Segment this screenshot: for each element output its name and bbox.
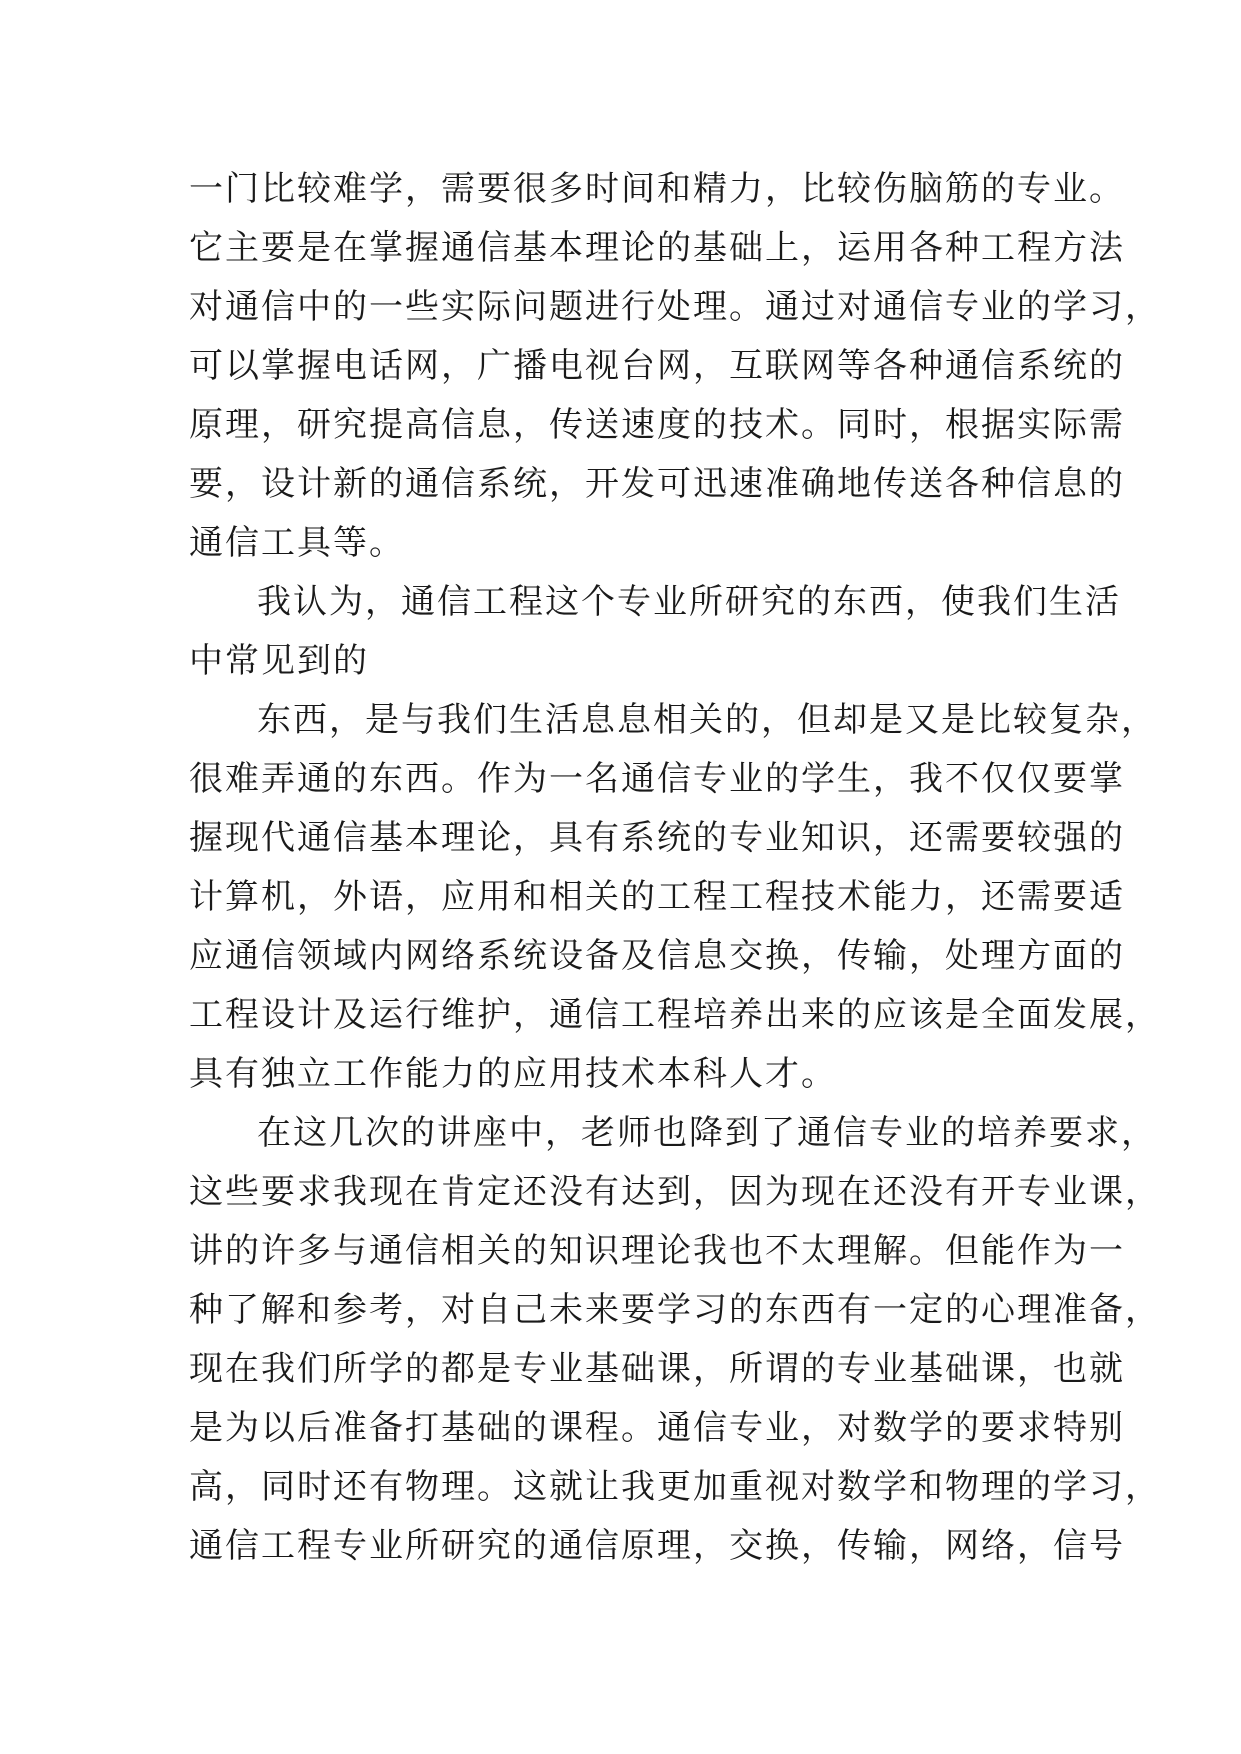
- text-line: 现在我们所学的都是专业基础课，所谓的专业基础课，也就: [189, 1349, 1125, 1389]
- text-line: 种了解和参考，对自己未来要学习的东西有一定的心理准备，: [189, 1290, 1161, 1330]
- text-line: 很难弄通的东西。作为一名通信专业的学生，我不仅仅要掌: [189, 759, 1125, 799]
- text-line: 它主要是在掌握通信基本理论的基础上，运用各种工程方法: [189, 228, 1125, 268]
- text-line: 是为以后准备打基础的课程。通信专业，对数学的要求特别: [189, 1408, 1125, 1448]
- text-line: 具有独立工作能力的应用技术本科人才。: [189, 1054, 837, 1094]
- text-line: 高，同时还有物理。这就让我更加重视对数学和物理的学习，: [189, 1467, 1161, 1507]
- text-line: 中常见到的: [189, 641, 369, 681]
- text-line: 工程设计及运行维护，通信工程培养出来的应该是全面发展，: [189, 995, 1161, 1035]
- text-line: 要，设计新的通信系统，开发可迅速准确地传送各种信息的: [189, 464, 1125, 504]
- paragraph-start-line: 东西，是与我们生活息息相关的，但却是又是比较复杂，: [257, 700, 1157, 740]
- text-line: 握现代通信基本理论，具有系统的专业知识，还需要较强的: [189, 818, 1125, 858]
- text-line: 通信工具等。: [189, 523, 405, 563]
- text-line: 通信工程专业所研究的通信原理，交换，传输，网络，信号: [189, 1526, 1125, 1566]
- text-line: 对通信中的一些实际问题进行处理。通过对通信专业的学习，: [189, 287, 1161, 327]
- text-line: 应通信领域内网络系统设备及信息交换，传输，处理方面的: [189, 936, 1125, 976]
- paragraph-start-line: 在这几次的讲座中，老师也降到了通信专业的培养要求，: [257, 1113, 1157, 1153]
- text-line: 原理，研究提高信息，传送速度的技术。同时，根据实际需: [189, 405, 1125, 445]
- paragraph-start-line: 我认为，通信工程这个专业所研究的东西，使我们生活: [257, 582, 1121, 622]
- text-line: 一门比较难学，需要很多时间和精力，比较伤脑筋的专业。: [189, 169, 1125, 209]
- text-line: 可以掌握电话网，广播电视台网，互联网等各种通信系统的: [189, 346, 1125, 386]
- text-line: 计算机，外语，应用和相关的工程工程技术能力，还需要适: [189, 877, 1125, 917]
- body-text: [189, 160, 1161, 1576]
- text-line: 这些要求我现在肯定还没有达到，因为现在还没有开专业课，: [189, 1172, 1161, 1212]
- text-line: 讲的许多与通信相关的知识理论我也不太理解。但能作为一: [189, 1231, 1125, 1271]
